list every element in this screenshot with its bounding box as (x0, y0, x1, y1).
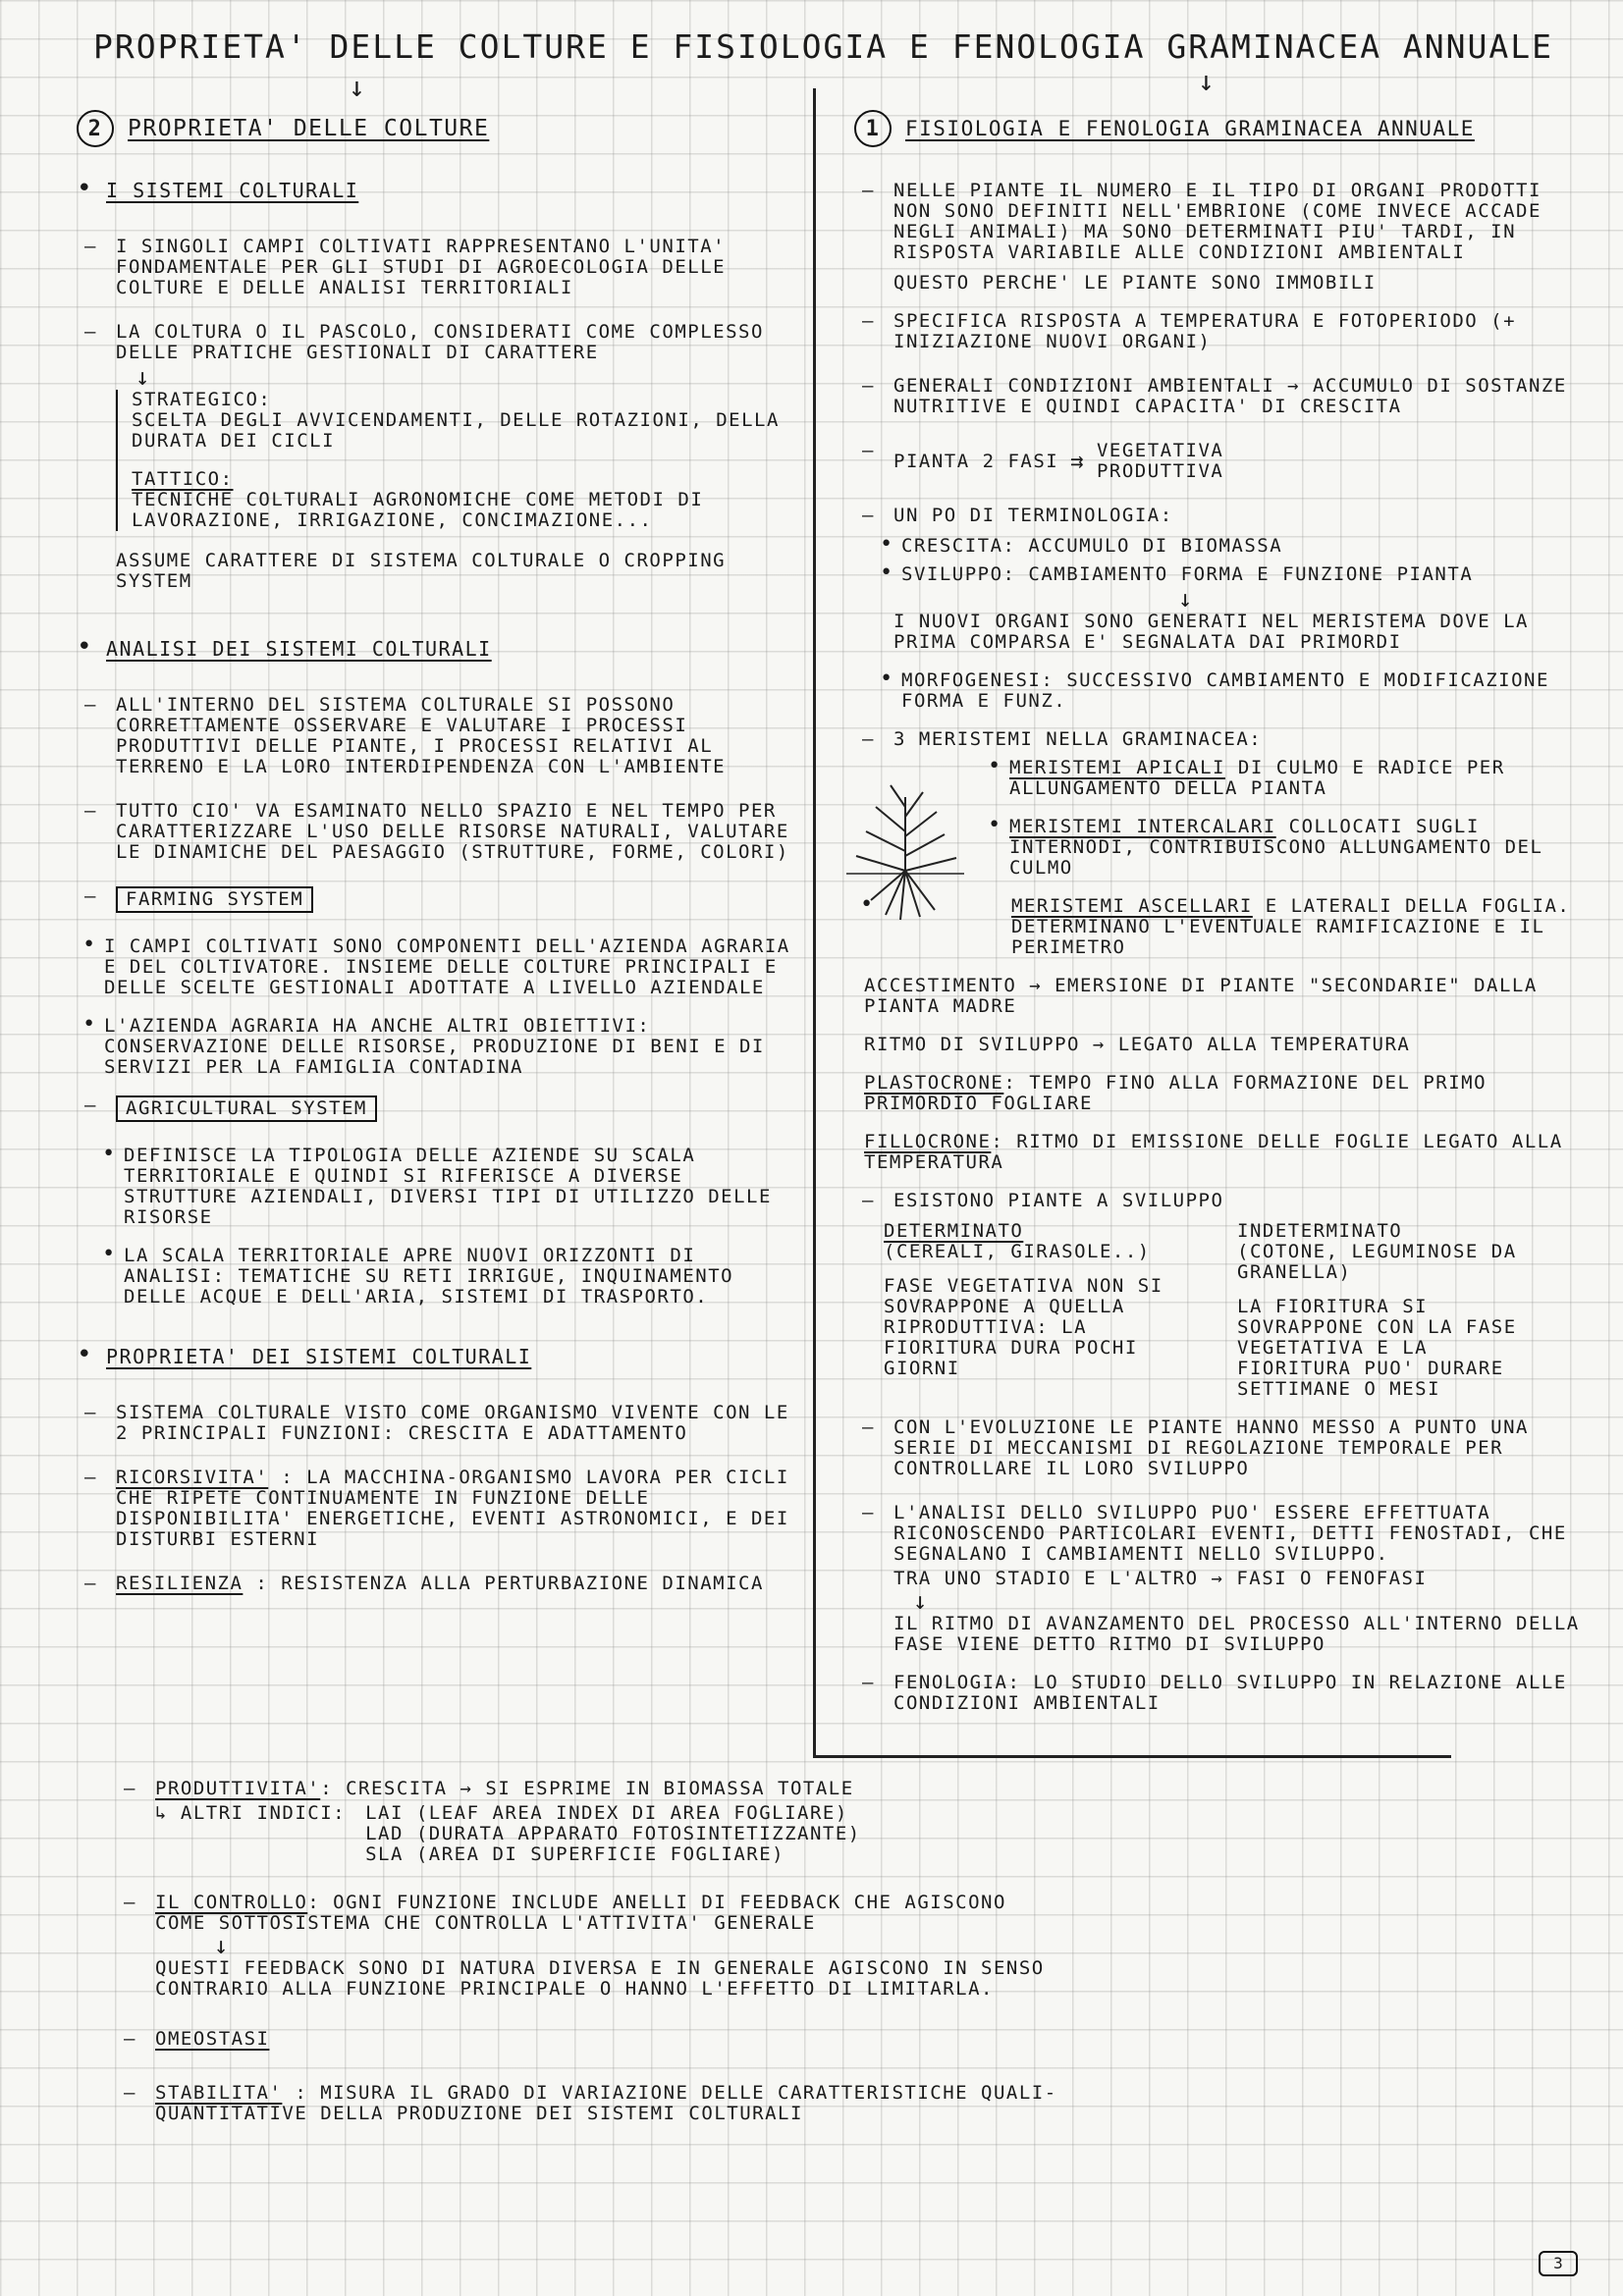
section-number-2: 2 (77, 110, 114, 147)
indices-list (365, 1803, 861, 1865)
term-label: RICORSIVITA' (116, 1467, 269, 1488)
left-section-heading (77, 110, 803, 147)
sviluppo-types (854, 1221, 1581, 1400)
note-line: • L'AZIENDA AGRARIA HA ANCHE ALTRI OBIETTIVI: CONSERVAZIONE DELLE RISORSE, PRODUZIONE DI BENI E DI SERVIZI PER LA FAMIGLIA CONTADINA (77, 1016, 803, 1078)
term-text: : RESISTENZA ALLA PERTURBAZIONE DINAMICA (255, 1573, 764, 1594)
note-line: IL RITMO DI AVANZAMENTO DEL PROCESSO ALL'INTERNO DELLA FASE VIENE DETTO RITMO DI SVILUPPO (893, 1613, 1580, 1655)
bullet-text: PROPRIETA' DEI SISTEMI COLTURALI (106, 1345, 532, 1368)
strategico-label: STRATEGICO: (132, 389, 272, 410)
fase-vegetativa: VEGETATIVA (1096, 440, 1224, 461)
note-line: – TUTTO CIO' VA ESAMINATO NELLO SPAZIO E NEL TEMPO PER CARATTERIZZARE L'USO DELLE RISORSE NATURALI, VALUTARE LE DINAMICHE DEL PAESAGGIO (STRUTTURE, FORME, COLORI) (77, 801, 803, 863)
fase-produttiva: PRODUTTIVA (1096, 460, 1224, 482)
index-lad: LAD (DURATA APPARATO FOTOSINTETIZZANTE) (365, 1823, 861, 1844)
left-heading-text: PROPRIETA' DELLE COLTURE (128, 115, 490, 141)
note-line: QUESTI FEEDBACK SONO DI NATURA DIVERSA E IN GENERALE AGISCONO IN SENSO CONTRARIO ALLA FUNZIONE PRINCIPALE O HANNO L'EFFETTO DI LIMITARLA. (155, 1957, 1045, 2000)
index-sla: SLA (AREA DI SUPERFICIE FOGLIARE) (365, 1843, 785, 1865)
plastocrone-note (854, 1073, 1581, 1114)
bullet-proprieta (77, 1347, 803, 1367)
stabilita-note (116, 2083, 1058, 2124)
column-divider-foot (813, 1755, 1451, 1758)
term-label: PRODUTTIVITA' (155, 1778, 321, 1799)
note-line: – FENOLOGIA: LO STUDIO DELLO SVILUPPO IN RELAZIONE ALLE CONDIZIONI AMBIENTALI (854, 1673, 1581, 1714)
fasi-row (893, 441, 1581, 482)
omeostasi-heading: – OMEOSTASI (116, 2029, 1058, 2050)
cropping-system-note: ASSUME CARATTERE DI SISTEMA COLTURALE O CROPPING SYSTEM (116, 550, 727, 592)
altri-indici (116, 1803, 1058, 1865)
meristema-intercalare (982, 817, 1581, 879)
note-line: TRA UNO STADIO E L'ALTRO → FASI O FENOFASI (893, 1568, 1428, 1589)
note-line: • I CAMPI COLTIVATI SONO COMPONENTI DELL'AZIENDA AGRARIA E DEL COLTIVATORE. INSIEME DELLE COLTURE PRINCIPALI E DELLE SCELTE GESTIONALI ADOTTATE A LIVELLO AZIENDALE (77, 936, 803, 998)
note-line: – CON L'EVOLUZIONE LE PIANTE HANNO MESSO A PUNTO UNA SERIE DI MECCANISMI DI REGOLAZIONE TEMPORALE PER CONTROLLARE IL LORO SVILUPPO (854, 1417, 1581, 1479)
term-text: : RITMO DI EMISSIONE DELLE FOGLIE LEGATO ALLA TEMPERATURA (864, 1131, 1563, 1173)
note-line: I NUOVI ORGANI SONO GENERATI NEL MERISTEMA DOVE LA PRIMA COMPARSA E' SEGNALATA DAI PRIMORDI (893, 611, 1529, 653)
arrow-down-icon: ↓ (913, 1587, 929, 1615)
altri-indici-label: ↳ ALTRI INDICI: (155, 1802, 347, 1824)
column-divider (813, 88, 816, 1757)
term-text: : OGNI FUNZIONE INCLUDE ANELLI DI FEEDBACK CHE AGISCONO COME SOTTOSISTEMA CHE CONTROLLA L'ATTIVITA' GENERALE (155, 1892, 1006, 1934)
term-label: MERISTEMI INTERCALARI (1009, 816, 1276, 837)
determinato-label: DETERMINATO (884, 1220, 1024, 1242)
arrow-down-icon: ↓ (1178, 585, 1194, 613)
term-label: RESILIENZA (116, 1573, 243, 1594)
indeterminato-block (1237, 1221, 1551, 1400)
note-line: – SISTEMA COLTURALE VISTO COME ORGANISMO VIVENTE CON LE 2 PRINCIPALI FUNZIONI: CRESCITA E ADATTAMENTO (77, 1403, 803, 1444)
note-line: – LA COLTURA O IL PASCOLO, CONSIDERATI COME COMPLESSO DELLE PRATICHE GESTIONALI DI CARATTERE (77, 322, 803, 363)
note-line: ACCESTIMENTO → EMERSIONE DI PIANTE "SECONDARIE" DALLA PIANTA MADRE (864, 975, 1538, 1017)
fasi-list (1097, 441, 1223, 482)
determinato-block (884, 1221, 1198, 1400)
term-label: MERISTEMI APICALI (1009, 757, 1225, 778)
bullet-text: ANALISI DEI SISTEMI COLTURALI (106, 637, 492, 661)
note-line: – I SINGOLI CAMPI COLTIVATI RAPPRESENTANO L'UNITA' FONDAMENTALE PER GLI STUDI DI AGROECOLOGIA DELLE COLTURE E DELLE ANALISI TERRITORIALI (77, 237, 803, 298)
note-line: • SVILUPPO: CAMBIAMENTO FORMA E FUNZIONE PIANTA (874, 564, 1581, 585)
determinato-text: FASE VEGETATIVA NON SI SOVRAPPONE A QUELLA RIPRODUTTIVA: LA FIORITURA DURA POCHI GIORNI (884, 1275, 1163, 1379)
bullet-text: I SISTEMI COLTURALI (106, 179, 359, 202)
page-title: PROPRIETA' DELLE COLTURE E FISIOLOGIA E FENOLOGIA GRAMINACEA ANNUALE (93, 27, 1554, 66)
resilienza-note (77, 1574, 803, 1594)
bullet-analisi (77, 639, 803, 660)
term-label: STABILITA' (155, 2082, 283, 2104)
fillocrone-note (854, 1132, 1581, 1173)
determinato-examples: (CEREALI, GIRASOLE..) (884, 1241, 1151, 1262)
note-line: – UN PO DI TERMINOLOGIA: (854, 506, 1581, 526)
tattico-text: TECNICHE COLTURALI AGRONOMICHE COME METODI DI LAVORAZIONE, IRRIGAZIONE, CONCIMAZIONE... (132, 489, 704, 531)
farming-system-heading (77, 886, 803, 913)
term-text: DI CULMO E RADICE PER ALLUNGAMENTO DELLA PIANTA (1009, 757, 1505, 799)
fasi-label: – PIANTA 2 FASI (893, 450, 1059, 472)
graminacea-plant-sketch (846, 777, 964, 925)
tattico-label: TATTICO: (132, 468, 234, 490)
note-line: – SPECIFICA RISPOSTA A TEMPERATURA E FOTOPERIODO (+ INIZIAZIONE NUOVI ORGANI) (854, 311, 1581, 352)
produttivita-note (116, 1779, 1058, 1799)
term-label: IL CONTROLLO (155, 1892, 308, 1913)
note-line: • LA SCALA TERRITORIALE APRE NUOVI ORIZZONTI DI ANALISI: TEMATICHE SU RETI IRRIGUE, INQUINAMENTO DELLE ACQUE E DELL'ARIA, SISTEMI DI TRASPORTO. (96, 1246, 803, 1308)
agricultural-system-heading (77, 1095, 803, 1122)
indeterminato-text: LA FIORITURA SI SOVRAPPONE CON LA FASE VEGETATIVA E LA FIORITURA PUO' DURARE SETTIMANE O MESI (1237, 1296, 1517, 1400)
bullet-sistemi-colturali (77, 181, 803, 201)
left-column (77, 110, 803, 1618)
right-section-heading (854, 110, 1581, 147)
term-label: MERISTEMI ASCELLARI (1011, 895, 1253, 917)
meristema-apicale (982, 758, 1581, 799)
note-line: • MORFOGENESI: SUCCESSIVO CAMBIAMENTO E MODIFICAZIONE FORMA E FUNZ. (874, 670, 1581, 712)
arrow-down-icon: ↓ (214, 1932, 230, 1959)
term-text: : LA MACCHINA-ORGANISMO LAVORA PER CICLI CHE RIPETE CONTINUAMENTE IN FUNZIONE DELLE DISPONIBILITA' ENERGETICHE, EVENTI ASTRONOMICI, E DEI DISTURBI ESTERNI (116, 1467, 789, 1550)
note-line: QUESTO PERCHE' LE PIANTE SONO IMMOBILI (893, 272, 1377, 294)
title-arrow-left: ↓ (349, 71, 365, 103)
right-heading-text: FISIOLOGIA E FENOLOGIA GRAMINACEA ANNUALE (905, 116, 1475, 140)
title-arrow-right: ↓ (1198, 65, 1215, 97)
term-text: : CRESCITA → SI ESPRIME IN BIOMASSA TOTALE (320, 1778, 854, 1799)
strategico-block (116, 390, 803, 531)
farming-system-box: FARMING SYSTEM (116, 886, 313, 913)
branch-arrows-icon: ⇉ (1070, 449, 1085, 474)
term-text: E LATERALI DELLA FOGLIA. DETERMINANO L'EVENTUALE RAMIFICAZIONE E IL PERIMETRO (1011, 895, 1571, 958)
arrow-down-icon: ↓ (135, 363, 151, 391)
term-label: PLASTOCRONE (864, 1072, 1004, 1094)
note-line: – ALL'INTERNO DEL SISTEMA COLTURALE SI POSSONO CORRETTAMENTE OSSERVARE E VALUTARE I PROCESSI PRODUTTIVI DELLE PIANTE, I PROCESSI RELATIVI AL TERRENO E LA LORO INTERDIPENDENZA CON L'AMBIENTE (77, 695, 803, 777)
note-line: – 3 MERISTEMI NELLA GRAMINACEA: (854, 729, 1581, 750)
controllo-note (116, 1893, 1058, 1934)
ricorsivita-note (77, 1468, 803, 1550)
term-label: FILLOCRONE (864, 1131, 992, 1152)
agricultural-system-box: AGRICULTURAL SYSTEM (116, 1095, 377, 1122)
note-line: • DEFINISCE LA TIPOLOGIA DELLE AZIENDE SU SCALA TERRITORIALE E QUINDI SI RIFERISCE A DIVERSE STRUTTURE AZIENDALI, DIVERSI TIPI DI UTILIZZO DELLE RISORSE (96, 1146, 803, 1228)
term-text: : TEMPO FINO ALLA FORMAZIONE DEL PRIMO PRIMORDIO FOGLIARE (864, 1072, 1488, 1114)
note-line: – GENERALI CONDIZIONI AMBIENTALI → ACCUMULO DI SOSTANZE NUTRITIVE E QUINDI CAPACITA' DI CRESCITA (854, 376, 1581, 417)
note-line: – ESISTONO PIANTE A SVILUPPO (854, 1191, 1581, 1211)
index-lai: LAI (LEAF AREA INDEX DI AREA FOGLIARE) (365, 1802, 848, 1824)
indeterminato-label: INDETERMINATO (1237, 1220, 1403, 1242)
left-bottom-section (116, 1779, 1058, 2148)
section-number-1: 1 (854, 110, 892, 147)
indeterminato-examples: (COTONE, LEGUMINOSE DA GRANELLA) (1237, 1241, 1517, 1283)
note-line: – NELLE PIANTE IL NUMERO E IL TIPO DI ORGANI PRODOTTI NON SONO DEFINITI NELL'EMBRIONE (COME INVECE ACCADE NEGLI ANIMALI) MA SONO DETERMINATI PIU' TARDI, IN RISPOSTA VARIABILE ALLE CONDIZIONI AMBIENTALI (854, 181, 1581, 263)
pianta-fasi (854, 441, 1581, 482)
note-line: • CRESCITA: ACCUMULO DI BIOMASSA (874, 536, 1581, 557)
term-text: COLLOCATI SUGLI INTERNODI, CONTRIBUISCONO ALLUNGAMENTO DEL CULMO (1009, 816, 1543, 879)
strategico-text: SCELTA DEGLI AVVICENDAMENTI, DELLE ROTAZIONI, DELLA DURATA DEI CICLI (132, 409, 780, 452)
note-line: – L'ANALISI DELLO SVILUPPO PUO' ESSERE EFFETTUATA RICONOSCENDO PARTICOLARI EVENTI, DETTI FENOSTADI, CHE SEGNALANO I CAMBIAMENTI NELLO SVILUPPO. (854, 1503, 1581, 1565)
term-text: : MISURA IL GRADO DI VARIAZIONE DELLE CARATTERISTICHE QUALI-QUANTITATIVE DELLA PRODUZIONE DEI SISTEMI COLTURALI (155, 2082, 1057, 2124)
page-number: 3 (1539, 2251, 1578, 2276)
note-line: RITMO DI SVILUPPO → LEGATO ALLA TEMPERATURA (864, 1034, 1411, 1055)
